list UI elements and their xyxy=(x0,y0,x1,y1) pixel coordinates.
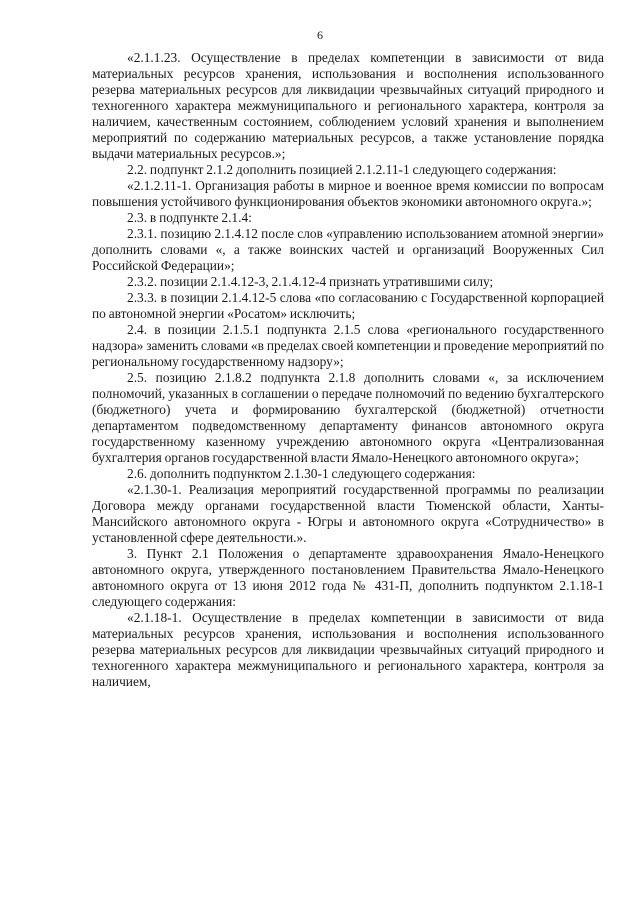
paragraph-2-1-2-11-1-text: «2.1.2.11-1. Организация работы в мирное и военное время комиссии по вопросам повышения устойчивого функционирования объектов экономики автономного округа.»; xyxy=(92,178,604,209)
paragraph-2-6: 2.6. дополнить подпунктом 2.1.30-1 следующего содержания: xyxy=(127,466,476,481)
paragraph-3: 3. Пункт 2.1 Положения о департаменте здравоохранения Ямало-Ненецкого автономного округа, утвержденного постановлением Правительства Ямало-Ненецкого автономного округа от 13 июня 2012 года № 431-П, дополнить подпунктом 2.1.18-1 следующего содержания: xyxy=(92,546,604,609)
paragraph-2-1-18-1-text: «2.1.18-1. Осуществление в пределах компетенции в зависимости от вида материальных ресурсов хранения, использования и восполнения использованного резерва материальных ресурсов для ликвидации чрезвычайных ситуаций природного и техногенного характера межмуниципального и регионального характера, контроля за наличием, xyxy=(92,610,604,689)
paragraph-2-3: 2.3. в подпункте 2.1.4: xyxy=(127,210,252,225)
paragraph-2-1-1-23-text: «2.1.1.23. Осуществление в пределах компетенции в зависимости от вида материальных ресурсов хранения, использования и восполнения использованного резерва материальных ресурсов для ликвидации чрезвычайных ситуаций природного и техногенного характера межмуниципального и регионального характера, контроля за наличием, качественным состоянием, соблюдением условий хранения и выполнением мероприятий по содержанию материальных ресурсов, а также установление порядка выдачи материальных ресурсов.»; xyxy=(92,50,604,161)
paragraph-2-4: 2.4. в позиции 2.1.5.1 подпункта 2.1.5 слова «регионального государственного надзора» заменить словами «в пределах своей компетенции и проведение мероприятий по региональному государственному надзору»; xyxy=(92,322,604,369)
paragraph-2-1-30-1-text: «2.1.30-1. Реализация мероприятий государственной программы по реализации Договора между органами государственной власти Тюменской области, Ханты-Мансийского автономного округа - Югры и автономного округа «Сотрудничество» в установленной сфере деятельности.». xyxy=(92,482,604,545)
paragraph-2-3-2: 2.3.2. позиции 2.1.4.12-3, 2.1.4.12-4 признать утратившими силу; xyxy=(127,274,494,289)
paragraph-2-5: 2.5. позицию 2.1.8.2 подпункта 2.1.8 дополнить словами «, за исключением полномочий, указанных в соглашении о передаче полномочий по ведению бухгалтерского (бюджетного) учета и формированию бухгалтерской (бюджетной) отчетности департаментом подведомственному департаменту финансов автономного округа государственному казенному учреждению автономного округа «Централизованная бухгалтерия органов государственной власти Ямало-Ненецкого автономного округа»; xyxy=(92,370,604,465)
document-body xyxy=(92,50,604,690)
paragraph-2-3-3: 2.3.3. в позиции 2.1.4.12-5 слова «по согласованию с Государственной корпорацией по автономной энергии «Росатом» исключить; xyxy=(92,290,604,321)
page-number: 6 xyxy=(317,28,323,42)
paragraph-2-2: 2.2. подпункт 2.1.2 дополнить позицией 2.1.2.11-1 следующего содержания: xyxy=(127,162,557,177)
paragraph-2-3-1: 2.3.1. позицию 2.1.4.12 после слов «управлению использованием атомной энергии» дополнить словами «, а также воинских частей и организаций Вооруженных Сил Российской Федерации»; xyxy=(92,226,604,273)
